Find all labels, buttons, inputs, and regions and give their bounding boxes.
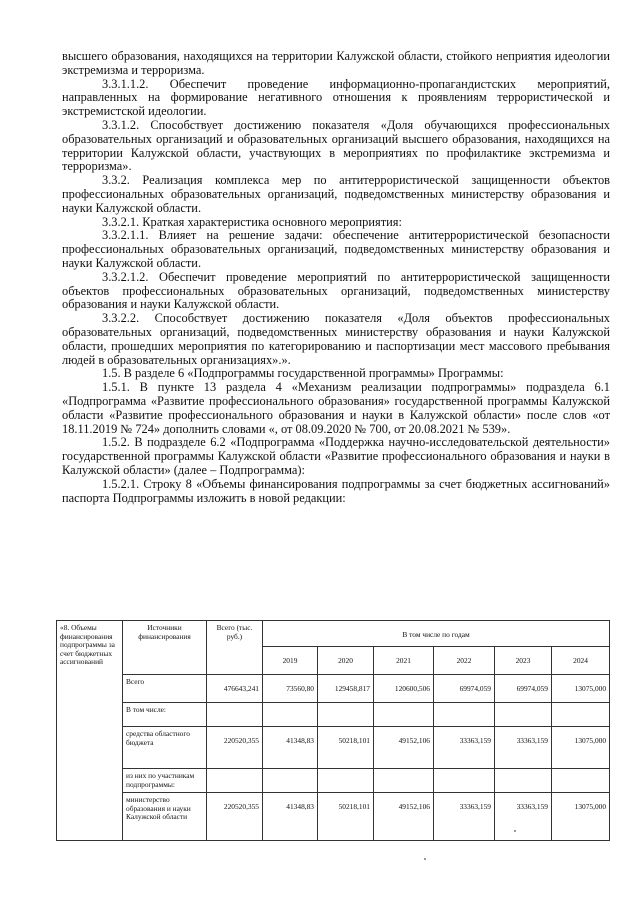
table-cell	[207, 703, 263, 727]
table-cell: Источники финансирования	[123, 621, 207, 675]
table-cell	[495, 703, 552, 727]
paragraph: высшего образования, находящихся на территории Калужской области, стойкого неприятия идеологии экстремизма и терроризма.	[62, 49, 610, 77]
table-cell	[263, 703, 318, 727]
table-cell	[263, 769, 318, 793]
table-cell	[434, 703, 495, 727]
paragraph: 3.3.2.1.1. Влияет на решение задачи: обеспечение антитеррористической безопасности профессиональных образовательных организаций, подведомственных министерству образования и науки Калужской области.	[62, 228, 610, 270]
table-cell: 50218,101	[318, 727, 374, 769]
table-cell: из них по участникам подпрограммы:	[123, 769, 207, 793]
scan-speck	[514, 830, 516, 832]
table-cell: В том числе по годам	[263, 621, 610, 647]
table-cell: 49152,106	[374, 727, 434, 769]
table-cell: 33363,159	[434, 727, 495, 769]
table-cell: 2024	[552, 647, 610, 675]
table-cell: 120600,506	[374, 675, 434, 703]
financing-table	[56, 620, 610, 841]
table-cell: 2020	[318, 647, 374, 675]
table-cell	[318, 703, 374, 727]
table-cell	[434, 769, 495, 793]
paragraph: 3.3.2.1.2. Обеспечит проведение мероприятий по антитеррористической защищенности объектов профессиональных образовательных организаций, подведомственных министерству образования и науки Калужской области.	[62, 269, 610, 312]
table-cell: 220520,355	[207, 793, 263, 841]
table-cell: 33363,159	[434, 793, 495, 841]
paragraph: 1.5.1. В пункте 13 раздела 4 «Механизм реализации подпрограммы» подраздела 6.1 «Подпрограмма «Развитие профессионального образования» государственной программы Калужской области «Развитие профессионального образования и науки в Калужской области» после слов «от 18.11.2019 № 724» дополнить словами «, от 08.09.2020 № 700, от 20.08.2021 № 539».	[62, 380, 610, 436]
paragraph: 1.5. В разделе 6 «Подпрограммы государственной программы» Программы:	[102, 366, 504, 381]
table-cell: 2021	[374, 647, 434, 675]
paragraph: 3.3.1.2. Способствует достижению показателя «Доля обучающихся профессиональных образовательных организаций и образовательных организаций высшего образования, находящихся на территории Калужской области, участвующих в мероприятиях по профилактике экстремизма и терроризма».	[62, 117, 610, 174]
paragraph: 3.3.1.1.2. Обеспечит проведение информационно-пропагандистских мероприятий, направленных на формирование негативного отношения к проявлениям террористической и экстремистской идеологии.	[62, 76, 610, 119]
table-cell: 13075,000	[552, 675, 610, 703]
paragraph: 3.3.2. Реализация комплекса мер по антитеррористической защищенности объектов профессиональных образовательных организаций, подведомственных министерству образования и науки Калужской области.	[62, 173, 610, 215]
table-cell: 69974,059	[495, 675, 552, 703]
table-row	[57, 769, 610, 793]
table-cell: средства областного бюджета	[123, 727, 207, 769]
table-cell: 41348,83	[263, 793, 318, 841]
scan-speck	[424, 858, 426, 860]
table-cell: 49152,106	[374, 793, 434, 841]
table-cell: 33363,159	[495, 727, 552, 769]
paragraph: 1.5.2. В подразделе 6.2 «Подпрограмма «Поддержка научно-исследовательской деятельности» государственной программы Калужской области «Развитие профессионального образования и науки в Калужской области» (далее – Подпрограмма):	[62, 435, 610, 477]
table-cell	[374, 769, 434, 793]
table-cell: 220520,355	[207, 727, 263, 769]
financing-table-wrap	[56, 620, 609, 841]
paragraph: 1.5.2.1. Строку 8 «Объемы финансирования подпрограммы за счет бюджетных ассигнований» паспорта Подпрограммы изложить в новой редакции:	[62, 476, 610, 505]
table-cell: 13075,000	[552, 793, 610, 841]
table-cell: 2019	[263, 647, 318, 675]
document-body	[62, 50, 610, 505]
table-cell: 13075,000	[552, 727, 610, 769]
table-cell: министерство образования и науки Калужской области	[123, 793, 207, 841]
table-cell	[374, 703, 434, 727]
table-cell: 33363,159	[495, 793, 552, 841]
table-cell: 41348,83	[263, 727, 318, 769]
table-cell: В том числе:	[123, 703, 207, 727]
table-header-row	[57, 621, 610, 647]
paragraph: 3.3.2.1. Краткая характеристика основного мероприятия:	[102, 214, 402, 229]
table-cell	[552, 703, 610, 727]
table-cell: 50218,101	[318, 793, 374, 841]
table-row	[57, 793, 610, 841]
table-cell	[495, 769, 552, 793]
table-row	[57, 675, 610, 703]
table-cell: Всего	[123, 675, 207, 703]
table-cell: 69974,059	[434, 675, 495, 703]
table-cell	[552, 769, 610, 793]
row-label-cell: «8. Объемы финансирования подпрограммы за счет бюджетных ассигнований	[57, 621, 123, 841]
paragraph: 3.3.2.2. Способствует достижению показателя «Доля объектов профессиональных образовательных организаций, подведомственных министерству образования и науки Калужской области, прошедших мероприятия по категорированию и паспортизации мест массового пребывания людей в образовательных организациях».».	[62, 311, 610, 367]
table-cell: 2022	[434, 647, 495, 675]
table-cell: 73560,80	[263, 675, 318, 703]
table-cell: 476643,241	[207, 675, 263, 703]
table-cell	[207, 769, 263, 793]
table-cell	[318, 769, 374, 793]
table-cell: Всего (тыс. руб.)	[207, 621, 263, 675]
table-row	[57, 703, 610, 727]
table-cell: 2023	[495, 647, 552, 675]
table-row	[57, 727, 610, 769]
table-cell: 129458,817	[318, 675, 374, 703]
